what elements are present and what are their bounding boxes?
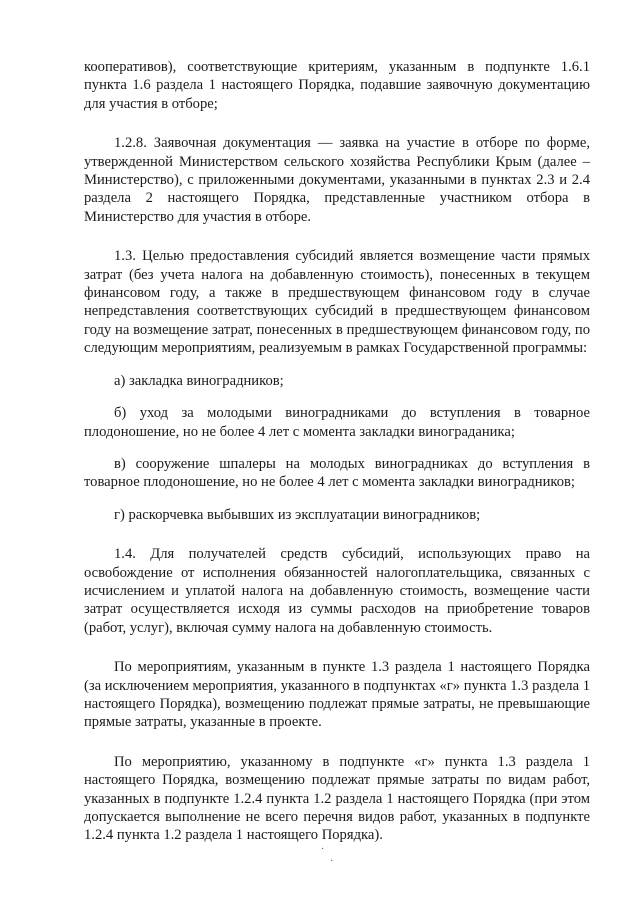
paragraph-1-4: 1.4. Для получателей средств субсидий, использующих право на освобождение от исполнения обязанностей налогоплательщика, связанных с исчислением и уплатой налога на добавленную стоимость, возмещение части затрат осуществляется исходя из суммы расходов на приобретение товаров (работ, услуг), включая сумму налога на добавленную стоимость. (84, 546, 590, 636)
paragraph-measure-g: По мероприятию, указанному в подпункте «г» пункта 1.3 раздела 1 настоящего Порядка, возмещению подлежат прямые затраты по видам работ, указанных в подпункте 1.2.4 пункта 1.2 раздела 1 настоящего Порядка (при этом допускается выполнение не всего перечня видов работ, указанных в подпункте 1.2.4 пункта 1.2 раздела 1 настоящего Порядка). (84, 753, 590, 844)
list-item-b: б) уход за молодыми виноградниками до вступления в товарное плодоношение, но не более 4 лет с момента закладки винограданика; (84, 405, 590, 440)
scan-speck: · (321, 844, 325, 855)
document-page (84, 58, 590, 845)
paragraph-1-2-8: 1.2.8. Заявочная документация — заявка на участие в отборе по форме, утвержденной Министерством сельского хозяйства Республики Крым (далее – Министерство), с приложенными документами, указанными в пунктах 2.3 и 2.4 раздела 2 настоящего Порядка, представленные участником отбора в Министерство для участия в отборе. (84, 135, 590, 225)
paragraph-measures-1-3: По мероприятиям, указанным в пункте 1.3 раздела 1 настоящего Порядка (за исключением мероприятия, указанного в подпунктах «г» пункта 1.3 раздела 1 настоящего Порядка), возмещению подлежат прямые затраты, не превышающие прямые затраты, указанные в проекте. (84, 659, 590, 731)
list-item-g: г) раскорчевка выбывших из эксплуатации виноградников; (114, 506, 481, 523)
paragraph-cooperatives: кооперативов), соответствующие критериям, указанным в подпункте 1.6.1 пункта 1.6 раздела 1 настоящего Порядка, подавшие заявочную документацию для участия в отборе; (84, 59, 590, 112)
paragraph-1-3: 1.3. Целью предоставления субсидий является возмещение части прямых затрат (без учета налога на добавленную стоимость), понесенных в текущем финансовом году, а также в предшествующем финансовом году в случае непредставления соответствующих субсидий в предшествующем финансовом году на возмещение затрат, понесенных в предшествующем финансовом году, по следующим мероприятиям, реализуемым в рамках Государственной программы: (84, 248, 590, 357)
list-item-a: а) закладка виноградников; (114, 372, 284, 389)
scan-speck: · (330, 856, 334, 867)
list-item-v: в) сооружение шпалеры на молодых виноградниках до вступления в товарное плодоношение, но не более 4 лет с момента закладки виноградников; (84, 455, 590, 491)
